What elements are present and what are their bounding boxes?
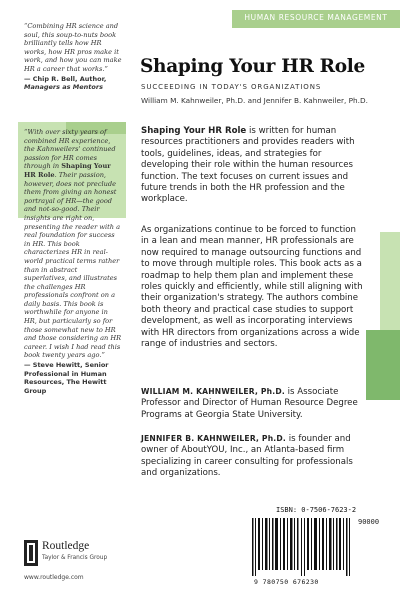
description-paragraph-1: Shaping Your HR Role is written for human resources practitioners and provides readers with tools, guidelines, ideas, and strategies for developing their role within the human resources function. The text focuses on current issues and future trends in both the HR profession and the workplace.	[141, 126, 355, 205]
endorsement-quote-1	[24, 22, 122, 92]
publisher-name: Routledge	[42, 540, 90, 552]
publisher-logo-icon	[24, 540, 38, 566]
attribution-name: — Steve Hewitt, Senior Professional in Human Resources, The Hewitt Group	[24, 361, 109, 395]
barcode-icon	[252, 518, 356, 576]
quote-text: “With over sixty years of combined HR experience, the Kahnweilers' continued passion for HR comes through in Shaping Your HR Role. Their passion, however, does not preclude them from giving an honest portrayal of HR—the good and not-so-good. Their insights are right on, presenting the reader with a real foundation for success in HR. This book characterizes HR in real-world practical terms rather than in abstract superlatives, and illustrates the challenges HR professionals confront on a daily basis. This book is worthwhile for anyone in HR, but particularly so for those somewhat new to HR and those considering an HR career. I wish I had read this book twenty years ago.”	[24, 128, 122, 360]
quote-attribution	[24, 75, 122, 92]
edge-accent-dark	[366, 330, 400, 400]
book-title: Shaping Your HR Role	[140, 56, 365, 77]
attribution-name: — Chip R. Bell, Author,	[24, 74, 107, 83]
description-book-title: Shaping Your HR Role	[141, 126, 247, 136]
author-bio-2: JENNIFER B. KAHNWEILER, Ph.D. is founder and owner of AboutYOU, Inc., an Atlanta-based firm specializing in career consulting for professionals and organizations.	[141, 434, 353, 479]
bio-name: WILLIAM M. KAHNWEILER, Ph.D.	[141, 387, 285, 396]
publisher-group: Taylor & Francis Group	[42, 555, 108, 561]
description-paragraph-2: As organizations continue to be forced to function in a lean and mean manner, HR professionals are now required to manage outsourcing functions and to move through multiple roles. This book acts as a roadmap to help them plan and implement these roles quickly and efficiently, while still aligning with their organization's strategy. The authors combine both theory and practical case studies to support development, as well as incorporating interviews with HR directors from organizations across a wide range of industries and sectors.	[141, 225, 363, 350]
publisher-url: www.routledge.com	[24, 574, 84, 581]
bio-name: JENNIFER B. KAHNWEILER, Ph.D.	[141, 434, 286, 443]
quote-text: “Combining HR science and soul, this soup-to-nuts book brilliantly tells how HR works, how HR pros make it work, and how you can make HR a career that works.”	[24, 22, 122, 73]
edge-accent-light	[380, 232, 400, 332]
barcode-number: 9 780750 676230	[254, 578, 319, 586]
endorsement-quote-2	[24, 128, 122, 395]
quote-book-title: Shaping Your HR Role	[24, 162, 111, 179]
category-label: HUMAN RESOURCE MANAGEMENT	[244, 13, 388, 22]
isbn-text: ISBN: 0-7506-7623-2	[276, 506, 357, 514]
attribution-detail: Managers as Mentors	[24, 83, 103, 92]
price-code: 90000	[358, 518, 380, 526]
quote-attribution	[24, 361, 122, 395]
author-bio-1: WILLIAM M. KAHNWEILER, Ph.D. is Associate Professor and Director of Human Resource Degree Programs at Georgia State University.	[141, 387, 358, 420]
book-authors: William M. Kahnweiler, Ph.D. and Jennifer B. Kahnweiler, Ph.D.	[141, 96, 368, 105]
book-subtitle: SUCCEEDING IN TODAY'S ORGANIZATIONS	[141, 83, 322, 91]
